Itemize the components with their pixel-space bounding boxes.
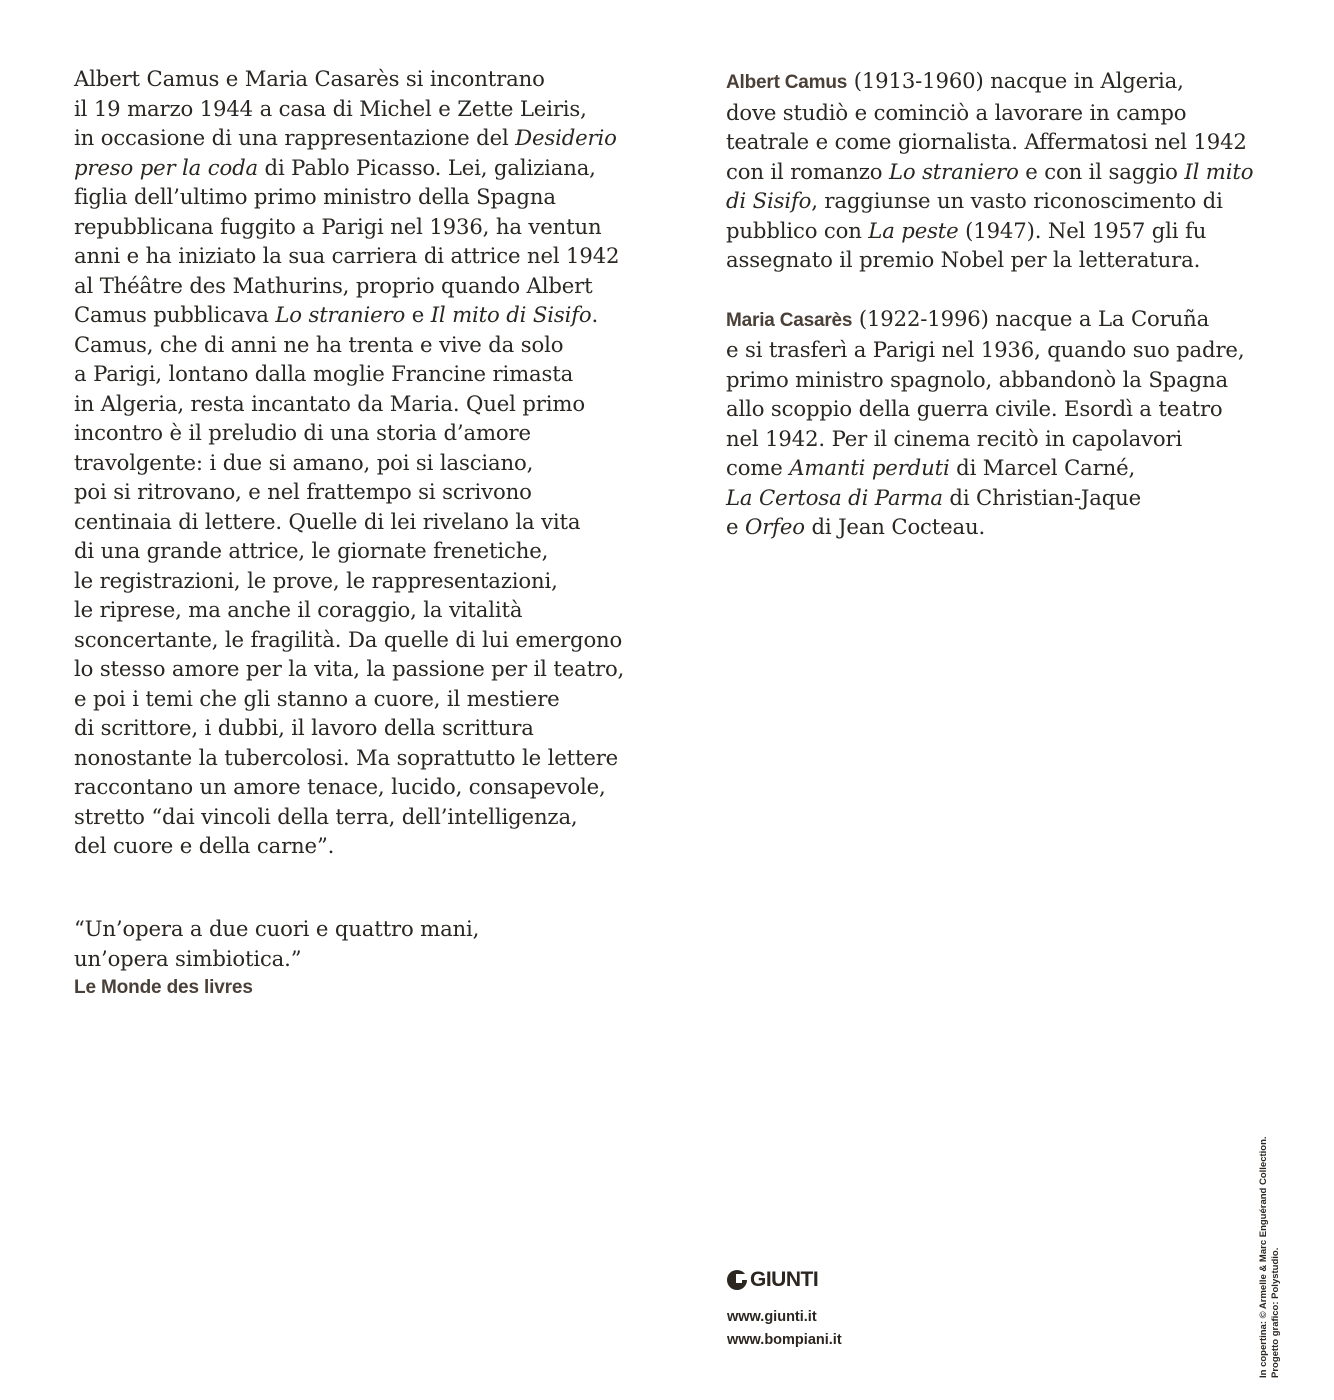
bio-line [726,512,1286,542]
summary-line [74,389,634,419]
text-run: in occasione di una rappresentazione del [74,125,516,150]
summary-line [74,684,634,714]
text-run: le registrazioni, le prove, le rappresentazioni, [74,567,558,593]
bio-line [726,245,1286,275]
text-run: Albert Camus e Maria Casarès si incontrano [74,66,545,91]
summary-line [74,743,634,773]
text-run: in Algeria, resta incantato da Maria. Quel primo [74,390,585,416]
bio-line [726,394,1286,424]
summary-line [74,300,634,330]
summary-line [74,241,634,271]
quote-line: “Un’opera a due cuori e quattro mani, [74,916,480,941]
summary-line [74,536,634,566]
text-run: di Marcel Carné, [949,455,1136,480]
quote-source: Le Monde des livres [74,977,253,998]
bio-line [726,186,1286,216]
text-run: pubblico con [726,217,869,243]
text-run: poi si ritrovano, e nel frattempo si scrivono [74,479,532,504]
bio-line [726,157,1286,187]
text-run: stretto “dai vincoli della terra, dell’intelligenza, [74,803,578,829]
summary-line [74,831,634,861]
title-italic: Il mito di Sisifo [430,302,592,327]
text-run: le riprese, ma anche il coraggio, la vitalità [74,597,523,622]
text-run: nel 1942. Per il cinema recitò in capolavori [726,425,1183,451]
summary-line [74,64,634,94]
text-run: sconcertante, le fragilità. Da quelle di lui emergono [74,626,623,652]
summary-line [74,94,634,124]
summary-text [74,64,634,861]
text-run: di una grande attrice, le giornate frenetiche, [74,538,549,563]
summary-line [74,772,634,802]
publisher-urls [727,1306,842,1352]
press-quote [74,914,634,1002]
summary-line [74,595,634,625]
text-run: e con il saggio [1018,158,1185,184]
text-run: (1913-1960) nacque in Algeria, [847,68,1184,93]
title-italic: preso per la coda [74,154,258,180]
giunti-logo-text: GIUNTI [750,1268,819,1291]
bompiani-url-link[interactable]: www.bompiani.it [727,1332,842,1348]
summary-line [74,477,634,507]
summary-line [74,566,634,596]
title-italic: Lo straniero [888,158,1019,184]
bio-line [726,424,1286,454]
text-run: e [726,514,745,539]
text-run: Camus pubblicava [74,302,276,327]
summary-line [74,802,634,832]
text-run: (1922-1996) nacque a La Coruña [852,305,1210,331]
author-name: Albert Camus [726,72,848,93]
text-run: assegnato il premio Nobel per la letteratura. [726,247,1201,272]
title-italic: Lo straniero [275,302,406,327]
summary-line [74,625,634,655]
text-run: al Théâtre des Mathurins, proprio quando Albert [74,272,593,298]
summary-line [74,271,634,301]
author-name: Maria Casarès [726,309,853,331]
author-bios [726,66,1286,571]
text-run: allo scoppio della guerra civile. Esordì a teatro [726,396,1223,421]
text-run: figlia dell’ultimo primo ministro della Spagna [74,184,556,209]
summary-line [74,507,634,537]
summary-line [74,182,634,212]
text-run: di Pablo Picasso. Lei, galiziana, [257,154,596,180]
text-run: e poi i temi che gli stanno a cuore, il mestiere [74,685,560,711]
bio-line [726,216,1286,246]
quote-line: un’opera simbiotica.” [74,945,302,971]
text-run: centinaia di lettere. Quelle di lei rivelano la vita [74,508,581,534]
summary-line [74,153,634,183]
text-run: il 19 marzo 1944 a casa di Michel e Zette Leiris, [74,95,587,121]
title-italic: La Certosa di Parma [726,484,943,510]
summary-line [74,654,634,684]
text-run: lo stesso amore per la vita, la passione per il teatro, [74,656,625,681]
text-run: e [405,302,431,327]
text-run: di Christian-Jaque [942,484,1142,510]
summary-line [74,448,634,478]
text-run: teatrale e come giornalista. Affermatosi nel 1942 [726,129,1247,154]
text-run: , raggiunse un vasto riconoscimento di [811,188,1223,213]
credit-design: Progetto grafico: Polystudio. [1270,1247,1281,1378]
text-run: con il romanzo [726,158,889,184]
title-italic: Desiderio [515,125,617,150]
text-run: nonostante la tubercolosi. Ma soprattutto le lettere [74,744,619,770]
bio-line [726,335,1286,365]
text-run: . [591,302,599,327]
bio-line [726,98,1286,128]
text-run: di scrittore, i dubbi, il lavoro della scrittura [74,715,534,740]
bio-line [726,365,1286,395]
summary-line [74,330,634,360]
bio-line [726,127,1286,157]
text-run: Camus, che di anni ne ha trenta e vive da solo [74,331,564,357]
giunti-logo-icon [727,1270,747,1290]
title-italic: Orfeo [744,514,805,539]
text-run: come [726,455,790,480]
text-run: repubblicana fuggito a Parigi nel 1936, ha ventun [74,213,602,239]
title-italic: Amanti perduti [789,455,950,480]
text-run: e si trasferì a Parigi nel 1936, quando suo padre, [726,337,1245,362]
summary-line [74,359,634,389]
bio-line [726,453,1286,483]
bio-line [726,66,1286,98]
credit-photo: In copertina: © Armelle & Marc Enguérand Collection. [1258,1136,1269,1378]
cover-credits [1258,1136,1282,1378]
text-run: a Parigi, lontano dalla moglie Francine rimasta [74,361,574,386]
bio-line [726,304,1286,336]
text-run: del cuore e della carne”. [74,833,335,858]
summary-line [74,212,634,242]
bio-line [726,483,1286,513]
author-bio [726,66,1286,275]
text-run: travolgente: i due si amano, poi si lasciano, [74,449,534,475]
text-run: anni e ha iniziato la sua carriera di attrice nel 1942 [74,243,620,268]
text-run: (1947). Nel 1957 gli fu [958,217,1207,243]
text-run: primo ministro spagnolo, abbandonò la Spagna [726,366,1228,392]
text-run: dove studiò e cominciò a lavorare in campo [726,99,1187,125]
author-bio [726,304,1286,542]
title-italic: Il mito [1184,158,1254,184]
summary-line [74,418,634,448]
text-run: incontro è il preludio di una storia d’amore [74,420,531,445]
text-run: raccontano un amore tenace, lucido, consapevole, [74,774,606,799]
giunti-url-link[interactable]: www.giunti.it [727,1309,817,1325]
title-italic: La peste [868,217,959,243]
summary-line [74,713,634,743]
title-italic: di Sisifo [726,188,812,213]
text-run: di Jean Cocteau. [804,514,986,539]
summary-line [74,123,634,153]
giunti-logo [727,1265,818,1295]
